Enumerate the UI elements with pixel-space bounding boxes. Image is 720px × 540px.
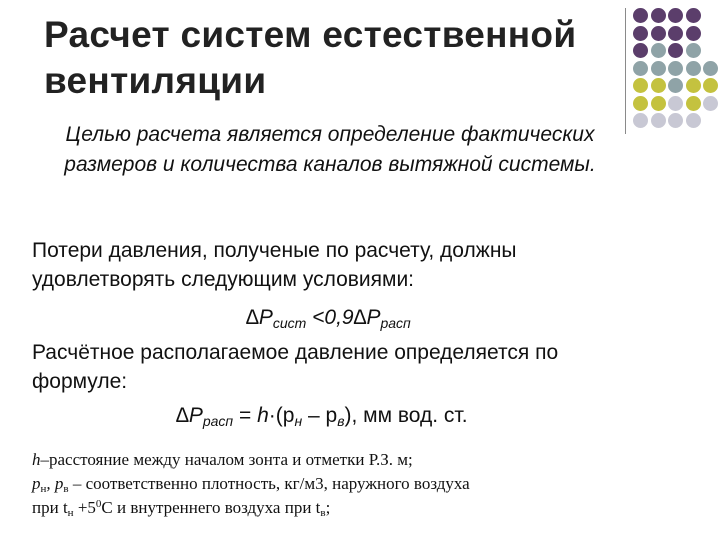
formula2-delta-p: ∆P [176, 404, 203, 427]
formula2-sub-n: н [294, 413, 303, 429]
decorative-dot [651, 78, 666, 93]
note-rho-n-sub: н [40, 483, 47, 495]
decorative-dot [668, 61, 683, 76]
note-rho-n: р [32, 474, 41, 493]
note-t-sub-v: в [320, 507, 326, 519]
goal-text: Целью расчета является определение фактических размеров и количества каналов вытяжной системы. [64, 123, 596, 176]
note-t-sub-n: н [67, 507, 74, 519]
decorative-dot [668, 113, 683, 128]
decorative-dot [686, 43, 701, 58]
paragraph-available-pressure: Расчётное располагаемое давление определяется по формуле: [32, 341, 559, 393]
decorative-dot [633, 113, 648, 128]
formula2-close: ), мм вод. ст. [344, 404, 468, 427]
notes-block [32, 448, 632, 520]
formula2-h: h [257, 404, 269, 427]
note-h-text: –расстояние между началом зонта и отметки Р.З. м; [40, 450, 413, 469]
note-t-c: С и внутреннего воздуха при t [101, 498, 321, 517]
decorative-dot [668, 26, 683, 41]
decorative-dot [633, 43, 648, 58]
note-density-text: – соответственно плотность, кг/м3, наружного воздуха [68, 474, 470, 493]
decorative-dot [633, 26, 648, 41]
decorative-dot [651, 43, 666, 58]
formula2-open: ·(p [268, 404, 295, 427]
decorative-dot [668, 96, 683, 111]
formula-available-pressure [176, 402, 468, 430]
decorative-dot [633, 61, 648, 76]
decorative-dot [651, 8, 666, 23]
note-h-var: h [32, 450, 41, 469]
decorative-dot [668, 8, 683, 23]
note-rho-v-sub: в [63, 483, 69, 495]
decorative-dot [633, 96, 648, 111]
decorative-dot [633, 8, 648, 23]
decorative-dot [633, 78, 648, 93]
formula2-sub-v: в [337, 413, 345, 429]
note-t-d: ; [325, 498, 331, 517]
note-line-h [32, 448, 632, 472]
decorative-dot [703, 61, 718, 76]
divider-line [625, 8, 626, 134]
note-line-density [32, 472, 632, 496]
decorative-dot [651, 113, 666, 128]
note-rho-v: , р [46, 474, 64, 493]
decorative-dot [668, 78, 683, 93]
decorative-dot [651, 61, 666, 76]
formula-delta-p: ∆P [246, 306, 273, 329]
decorative-dot [686, 26, 701, 41]
decorative-dot [651, 96, 666, 111]
decorative-dot [668, 43, 683, 58]
formula-middle: <0,9∆P [306, 306, 381, 329]
page-title: Расчет систем естественной вентиляции [44, 14, 577, 101]
decorative-dot [651, 26, 666, 41]
note-line-temperature [32, 496, 632, 520]
formula-sub-rasp: расп [380, 315, 411, 331]
formula-sub-sist: сист [272, 315, 307, 331]
decorative-dot [686, 113, 701, 128]
note-t-b: +5 [73, 498, 96, 517]
formula2-minus: – p [302, 404, 338, 427]
decorative-dot [703, 96, 718, 111]
note-t-a: при t [32, 498, 68, 517]
formula-condition [246, 304, 411, 332]
decorative-dot [703, 78, 718, 93]
note-t-sup: 0 [95, 498, 102, 510]
paragraph-pressure-losses: Потери давления, полученые по расчету, должны удовлетворять следующим условиями: [32, 239, 517, 291]
decorative-dot [686, 96, 701, 111]
decorative-dot [686, 61, 701, 76]
decorative-dot [686, 78, 701, 93]
decorative-dot [686, 8, 701, 23]
formula2-eq: = [233, 404, 258, 427]
formula2-sub-rasp: расп [202, 413, 234, 429]
